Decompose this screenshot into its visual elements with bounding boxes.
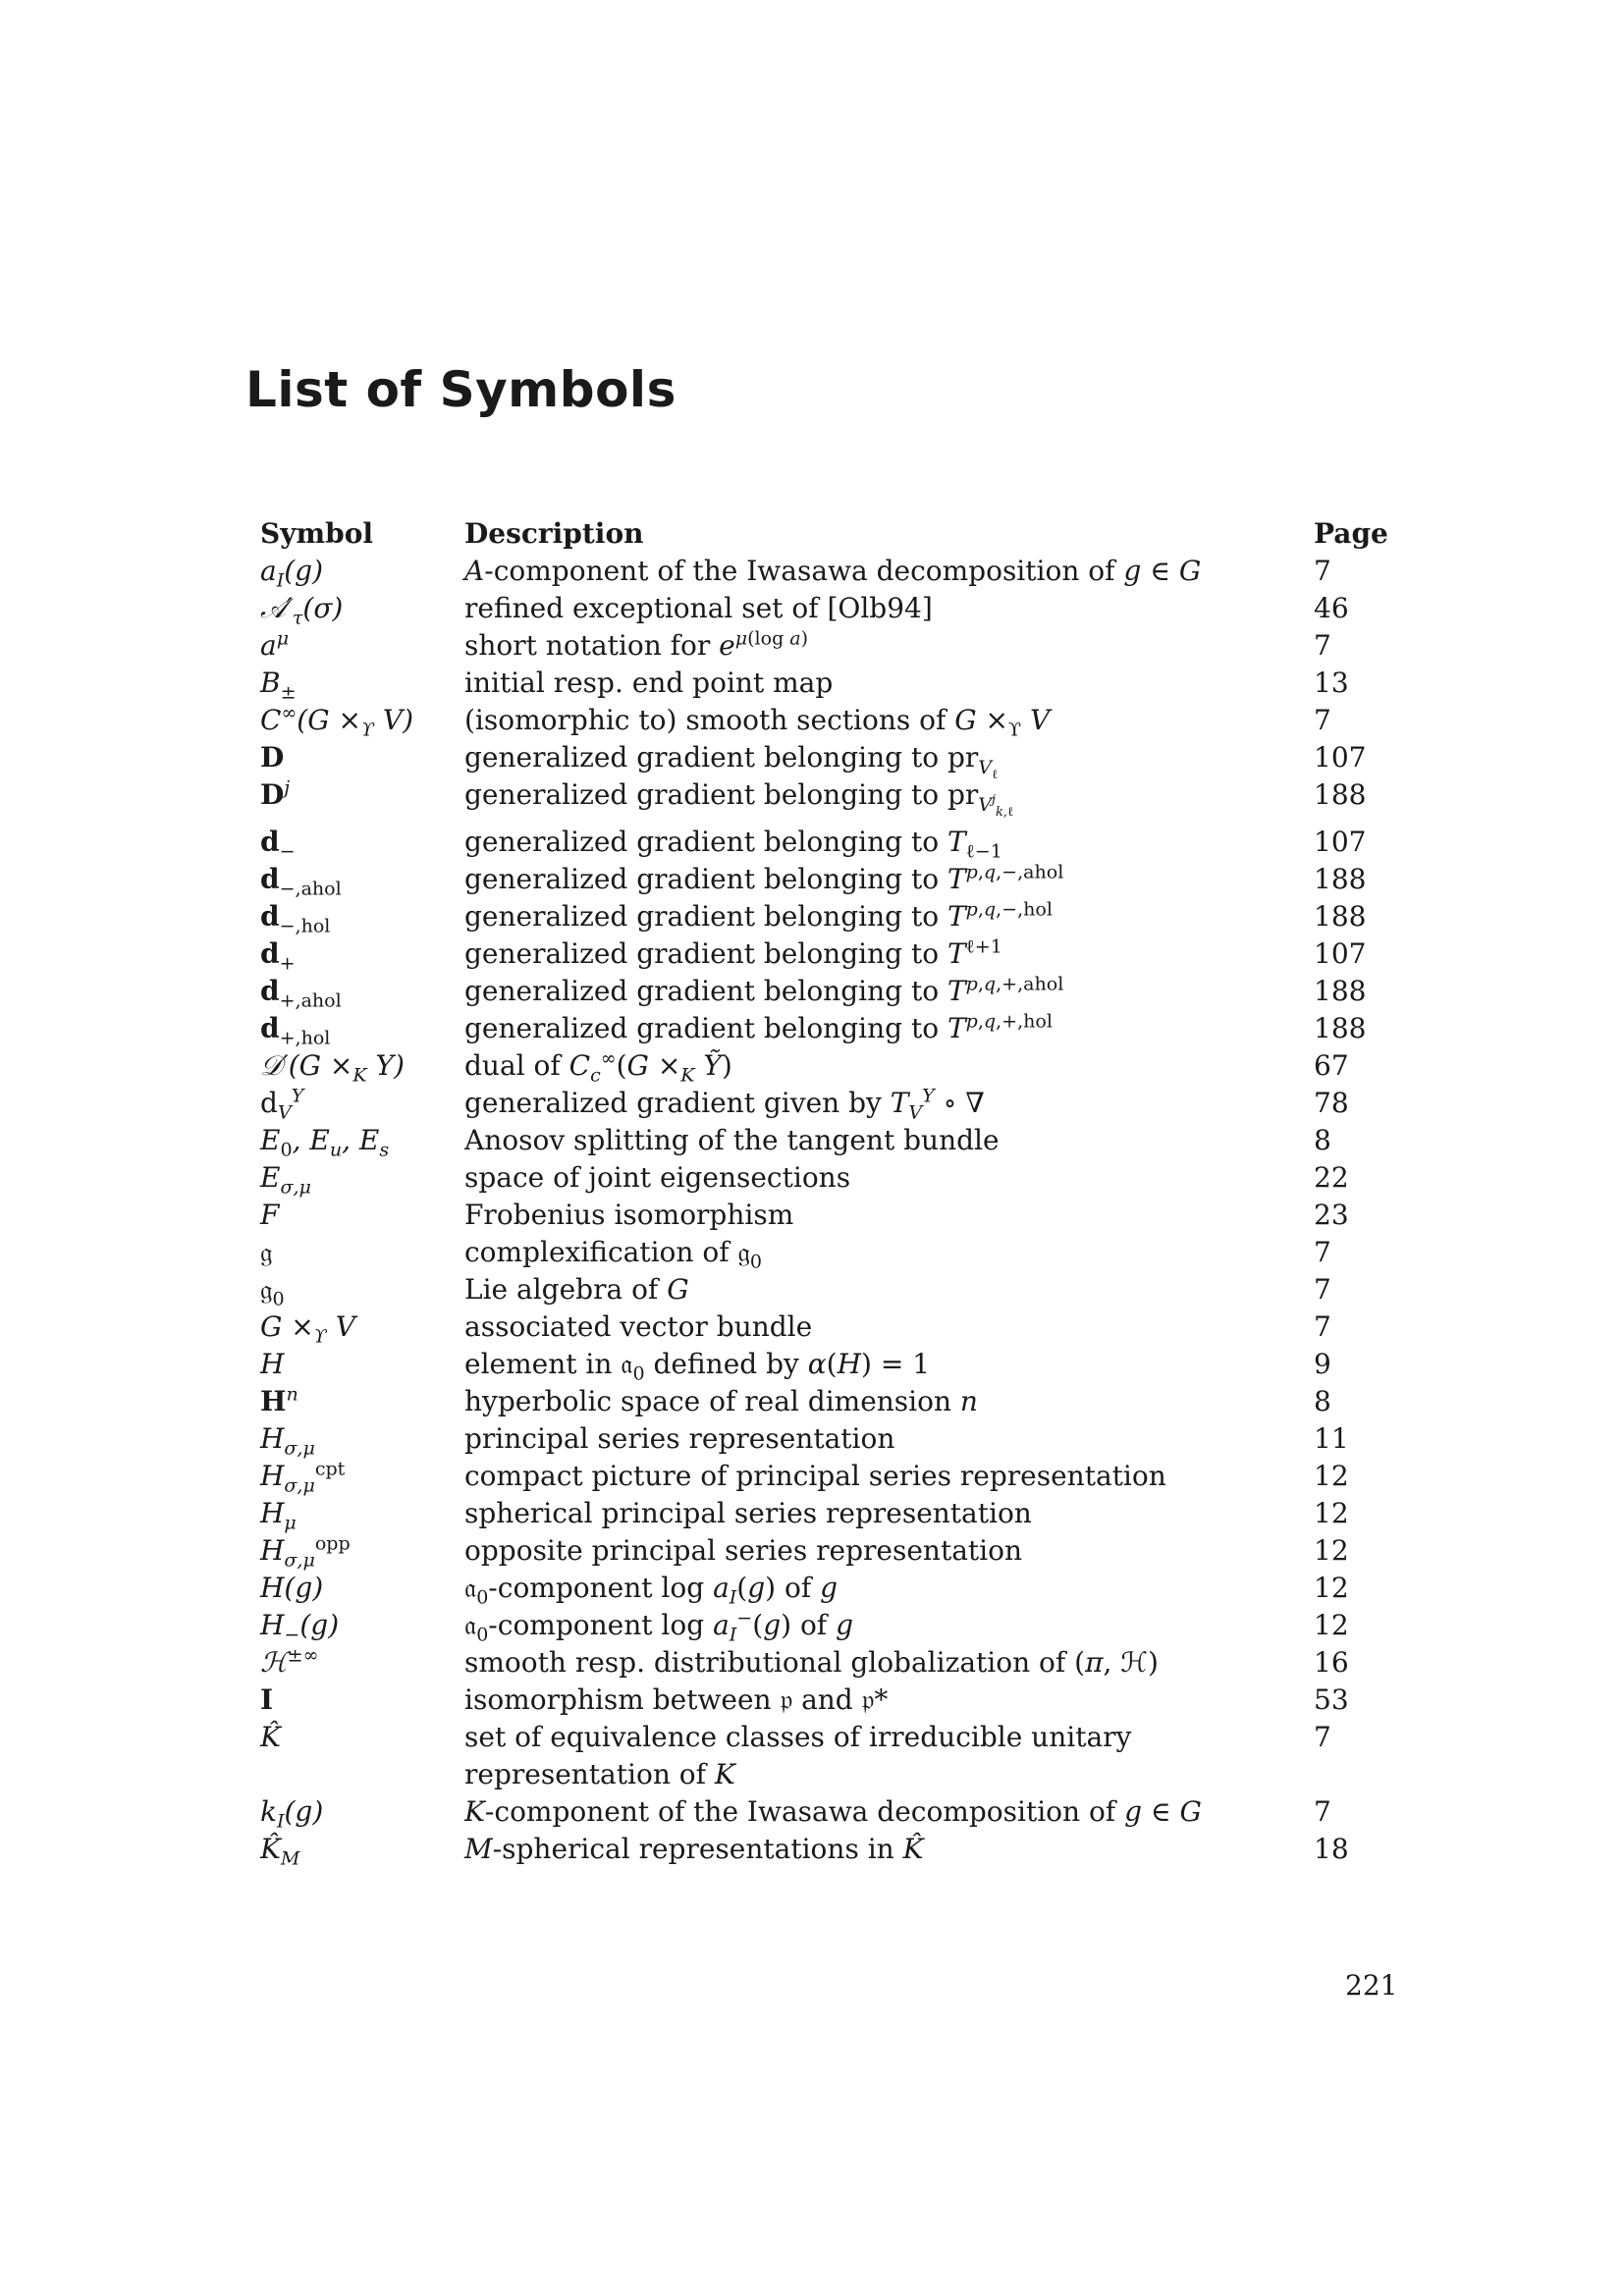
symbol-cell: $K̂_M$ xyxy=(260,1833,300,1870)
page-cell: 7 xyxy=(1314,1273,1331,1306)
page-cell: 22 xyxy=(1314,1161,1349,1194)
symbol-cell: $C^\infty(G \times_ϒ$ V) xyxy=(260,702,414,741)
table-row xyxy=(260,1644,1389,1682)
table-row xyxy=(260,1010,1389,1047)
description-cell: space of joint eigensections xyxy=(464,1161,851,1194)
table-row xyxy=(260,590,1389,627)
page-title: List of Symbols xyxy=(245,361,677,418)
page-cell: 9 xyxy=(1314,1348,1331,1380)
page-cell: 12 xyxy=(1314,1460,1349,1492)
page-cell: 7 xyxy=(1314,1795,1331,1828)
table-row xyxy=(260,898,1389,935)
symbol-cell: $E_{\sigma,\mu}$ xyxy=(260,1161,311,1199)
page-cell: 7 xyxy=(1314,1310,1331,1343)
page-cell: 188 xyxy=(1314,900,1367,933)
symbol-cell: K̂ xyxy=(260,1721,281,1753)
table-row xyxy=(260,1607,1389,1644)
symbol-cell: $𝒜'_\tau(\sigma)$ xyxy=(260,592,344,629)
symbol-cell: $H^n$ xyxy=(260,1383,298,1417)
table-row xyxy=(260,702,1389,739)
page-cell: 12 xyxy=(1314,1534,1349,1567)
description-cell: compact picture of principal series representation xyxy=(464,1460,1166,1492)
description-cell: set of equivalence classes of irreducible unitary representation of K xyxy=(464,1721,1132,1790)
symbol-cell: H xyxy=(260,1348,285,1380)
page-cell: 188 xyxy=(1314,863,1367,895)
symbol-cell: $H_{\sigma,\mu}^{cpt}$ xyxy=(260,1458,346,1497)
page-cell: 107 xyxy=(1314,741,1367,774)
description-cell: generalized gradient belonging to $T^{\ell+1}$ xyxy=(464,935,1002,970)
description-cell: generalized gradient belonging to $T^{p,q,-,hol}$ xyxy=(464,898,1053,933)
table-row xyxy=(260,1159,1389,1197)
page-cell: 46 xyxy=(1314,592,1349,624)
table-row xyxy=(260,1122,1389,1159)
page-cell: 7 xyxy=(1314,1236,1331,1268)
description-cell: generalized gradient given by $T_V^Y$ ∘ ∇ xyxy=(464,1085,985,1124)
symbol-cell: $d_{-,hol}$ xyxy=(260,900,331,937)
symbol-cell: $G \times_ϒ$ V xyxy=(260,1310,355,1348)
description-cell: 𝔞$_0$-component $\log a_I^-(g)$ of g xyxy=(464,1607,854,1646)
page-cell: 12 xyxy=(1314,1572,1349,1604)
symbol-cell: $d_{-,ahol}$ xyxy=(260,863,342,900)
symbol-cell: $H_-(g)$ xyxy=(260,1609,340,1646)
description-cell: 𝔞$_0$-component $\log a_I(g)$ of g xyxy=(464,1572,839,1609)
description-cell: dual of $C_c^\infty(G \times_K$ Ỹ) xyxy=(464,1047,732,1087)
description-cell: generalized gradient belonging to $T^{p,q,+,ahol}$ xyxy=(464,973,1064,1007)
page-cell: 107 xyxy=(1314,826,1367,858)
table-row xyxy=(260,1495,1389,1532)
description-cell: generalized gradient belonging to $T_{\ell-1}$ xyxy=(464,826,1002,863)
page-cell: 12 xyxy=(1314,1609,1349,1641)
description-cell: M-spherical representations in K̂ xyxy=(464,1833,924,1865)
page-cell: 8 xyxy=(1314,1124,1331,1156)
symbol-cell: F xyxy=(260,1199,280,1231)
description-cell: principal series representation xyxy=(464,1422,895,1455)
table-row xyxy=(260,1346,1389,1383)
description-cell: element in 𝔞$_0$ defined by α(H) = 1 xyxy=(464,1348,931,1385)
description-cell: A-component of the Iwasawa decomposition of g ∈ G xyxy=(464,555,1202,587)
symbol-cell: $D^j$ xyxy=(260,776,291,811)
page-cell: 18 xyxy=(1314,1833,1349,1865)
table-header xyxy=(260,515,1389,553)
table-row xyxy=(260,1234,1389,1271)
page-cell: 188 xyxy=(1314,975,1367,1007)
table-row xyxy=(260,973,1389,1010)
page-cell: 7 xyxy=(1314,555,1331,587)
symbol-cell: $d_+$ xyxy=(260,937,296,975)
table-row xyxy=(260,1719,1389,1793)
page-cell: 7 xyxy=(1314,629,1331,662)
page-cell: 53 xyxy=(1314,1683,1349,1716)
table-row xyxy=(260,1383,1389,1420)
table-row xyxy=(260,1197,1389,1234)
description-cell: complexification of 𝔤$_0$ xyxy=(464,1236,763,1273)
column-header-symbol: Symbol xyxy=(260,517,374,550)
page-cell: 107 xyxy=(1314,937,1367,970)
table-row xyxy=(260,1308,1389,1346)
symbol-cell: $a^\mu$ xyxy=(260,627,290,662)
table-row xyxy=(260,553,1389,590)
description-cell: Anosov splitting of the tangent bundle xyxy=(464,1124,1000,1156)
table-row xyxy=(260,1532,1389,1570)
description-cell: refined exceptional set of [Olb94] xyxy=(464,592,933,624)
table-row xyxy=(260,627,1389,665)
description-cell: Frobenius isomorphism xyxy=(464,1199,794,1231)
symbol-cell: $B_\pm$ xyxy=(260,667,297,704)
table-row xyxy=(260,1831,1389,1868)
table-row xyxy=(260,935,1389,973)
table-row xyxy=(260,1570,1389,1607)
description-cell: generalized gradient belonging to $pr_{V_\ell}$ xyxy=(464,741,999,782)
description-cell: associated vector bundle xyxy=(464,1310,813,1343)
symbol-cell: $d_{+,ahol}$ xyxy=(260,975,342,1012)
page-cell: 12 xyxy=(1314,1497,1349,1529)
page-cell: 8 xyxy=(1314,1385,1331,1417)
table-row xyxy=(260,1047,1389,1085)
symbol-cell: $H_{\sigma,\mu}^{opp}$ xyxy=(260,1532,351,1572)
table-row xyxy=(260,739,1389,782)
symbol-cell: ℋ±∞ xyxy=(260,1644,319,1679)
symbol-cell: $H_\mu$ xyxy=(260,1497,297,1534)
description-cell: initial resp. end point map xyxy=(464,667,834,699)
symbols-table xyxy=(260,515,1389,1868)
description-cell: spherical principal series representation xyxy=(464,1497,1032,1529)
page-cell: 16 xyxy=(1314,1646,1349,1679)
page-cell: 188 xyxy=(1314,1012,1367,1044)
description-cell: hyperbolic space of real dimension n xyxy=(464,1385,978,1417)
symbol-cell: $H_{\sigma,\mu}$ xyxy=(260,1422,315,1460)
description-cell: (isomorphic to) smooth sections of $G \times_ϒ$ V xyxy=(464,704,1051,741)
table-row xyxy=(260,861,1389,898)
table-row xyxy=(260,1458,1389,1495)
description-cell: generalized gradient belonging to $pr_{V^j_{k,\ell}}$ xyxy=(464,778,1014,820)
description-cell: K-component of the Iwasawa decomposition of g ∈ G xyxy=(464,1795,1202,1828)
description-cell: isomorphism between 𝔭 and 𝔭* xyxy=(464,1683,889,1716)
table-row xyxy=(260,1793,1389,1831)
page-cell: 188 xyxy=(1314,778,1367,811)
page-cell: 7 xyxy=(1314,1721,1331,1753)
description-cell: Lie algebra of G xyxy=(464,1273,689,1306)
page-cell: 7 xyxy=(1314,704,1331,736)
symbol-cell: D xyxy=(260,741,285,774)
page-cell: 78 xyxy=(1314,1087,1349,1119)
description-cell: generalized gradient belonging to $T^{p,q,-,ahol}$ xyxy=(464,861,1064,895)
column-header-description: Description xyxy=(464,517,644,550)
page-number: 221 xyxy=(1345,1969,1398,2002)
column-header-page: Page xyxy=(1314,517,1388,550)
description-cell: opposite principal series representation xyxy=(464,1534,1022,1567)
symbol-cell: $a_I(g)$ xyxy=(260,555,324,592)
symbol-cell: $E_0$, $E_u$, $E_s$ xyxy=(260,1124,390,1161)
page-cell: 11 xyxy=(1314,1422,1349,1455)
description-cell: short notation for $e^{\mu(log a)}$ xyxy=(464,627,809,662)
table-row xyxy=(260,1271,1389,1308)
symbol-cell: 𝔤$_0$ xyxy=(260,1273,285,1310)
description-cell: generalized gradient belonging to $T^{p,q,+,hol}$ xyxy=(464,1010,1053,1044)
symbol-cell: $k_I(g)$ xyxy=(260,1795,324,1833)
page-cell: 13 xyxy=(1314,667,1349,699)
table-row xyxy=(260,1420,1389,1458)
table-row xyxy=(260,1682,1389,1719)
page-cell: 67 xyxy=(1314,1049,1349,1082)
table-row xyxy=(260,665,1389,702)
table-row xyxy=(260,776,1389,824)
table-row xyxy=(260,1085,1389,1122)
symbol-cell: $d_V^Y$ xyxy=(260,1085,304,1124)
symbol-cell: $d_{+,hol}$ xyxy=(260,1012,331,1049)
description-cell: smooth resp. distributional globalization of (π, ℋ) xyxy=(464,1646,1159,1679)
symbol-cell: H(g) xyxy=(260,1572,324,1604)
symbol-cell: $d_-$ xyxy=(260,826,296,863)
page-cell: 23 xyxy=(1314,1199,1349,1231)
symbol-cell: 𝒟′(G $\times_K$ Y) xyxy=(260,1049,405,1087)
symbol-cell: I xyxy=(260,1683,274,1716)
symbol-cell: 𝔤 xyxy=(260,1236,273,1268)
table-row xyxy=(260,824,1389,861)
